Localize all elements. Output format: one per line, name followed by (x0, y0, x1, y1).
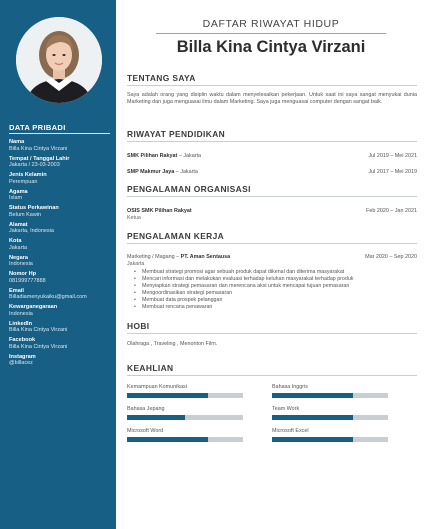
divider (127, 375, 417, 376)
skill-bar-fill (272, 415, 353, 420)
pd-label: Status Perkawinan (9, 205, 59, 211)
skill-bar-fill (127, 415, 185, 420)
pd-label: LinkedIn (9, 320, 32, 327)
skill-bar (272, 393, 388, 398)
organization-role: Ketua (127, 215, 141, 221)
skill-item (127, 384, 243, 398)
education-item (127, 153, 417, 159)
pd-value: @billacez (9, 360, 33, 366)
pd-value: Indonesia (9, 261, 33, 267)
school-name: SMK Pilihan Rakyat (127, 153, 178, 159)
personal-data-list (9, 139, 113, 370)
work-position: Marketing / Magang – (127, 254, 181, 260)
skill-label: Microsoft Excel (272, 428, 309, 434)
education-item (127, 169, 417, 175)
skill-label: Microsoft Word (127, 428, 164, 434)
pd-value: 081999777888 (9, 277, 46, 284)
pd-item-phone (9, 271, 113, 284)
work-company: PT. Aman Sentausa (180, 254, 231, 260)
pd-value: Billa Kina Cintya Virzani (9, 343, 68, 350)
skills-heading: KEAHLIAN (127, 363, 174, 373)
pd-item-instagram (9, 354, 113, 367)
work-date: Mar 2020 – Sep 2020 (365, 254, 417, 260)
pd-item-marital (9, 205, 113, 218)
pd-item-birth (9, 156, 113, 169)
pd-label: Nomor Hp (9, 271, 37, 277)
skill-item (127, 406, 243, 420)
work-heading: PENGALAMAN KERJA (127, 231, 225, 241)
organization-item (127, 208, 417, 214)
pd-item-name (9, 139, 113, 152)
person-name: Billa Kina Cintya Virzani (176, 38, 366, 56)
skill-bar-fill (272, 437, 353, 442)
work-item (127, 254, 417, 260)
pd-label: Tempat / Tanggal Lahir (9, 155, 70, 162)
pd-value: Jakarta, Indonesia (9, 228, 54, 234)
about-heading: TENTANG SAYA (127, 73, 196, 83)
pd-value: Billa Kina Cintya Virzani (9, 327, 68, 333)
skill-bar-fill (272, 393, 353, 398)
skill-item (272, 406, 388, 420)
education-heading: RIWAYAT PENDIDIKAN (127, 129, 226, 139)
pd-label: Nama (9, 139, 25, 145)
pd-item-facebook (9, 337, 113, 350)
pd-item-email (9, 288, 113, 301)
education-date: Jul 2017 – Mei 2019 (368, 169, 417, 175)
skill-label: Bahasa Inggris (272, 384, 308, 390)
organization-heading: PENGALAMAN ORGANISASI (127, 184, 251, 194)
pd-label: Facebook (9, 337, 36, 343)
divider (127, 196, 417, 197)
main-content (116, 0, 424, 529)
skill-label: Kemampuan Komunikasi (127, 384, 187, 390)
skill-item (272, 428, 388, 442)
pd-value: Perempuan (9, 178, 38, 185)
school-city: – Jakarta (174, 169, 198, 175)
skill-bar (127, 393, 243, 398)
hobby-heading: HOBI (127, 321, 150, 331)
pd-value: Jakarta (9, 244, 28, 251)
skill-item (272, 384, 388, 398)
divider (9, 133, 110, 134)
school-city: – Jakarta (177, 153, 201, 159)
pd-item-religion (9, 189, 113, 202)
work-city: Jakarta (127, 261, 145, 267)
list-item: • Menyiapkan strategi pemasaran dan merencana aksi untuk mencapai tujuan pemasaran (127, 283, 417, 290)
pd-label: Email (9, 287, 24, 294)
education-date: Jul 2019 – Mei 2021 (368, 153, 417, 159)
pd-value: Jakarta / 23-03-2003 (9, 162, 60, 168)
hobby-text: Olahraga , Traveling , Menonton Film. (127, 341, 218, 347)
skill-label: Team Work (272, 406, 300, 412)
skill-bar (272, 415, 388, 420)
divider (127, 243, 417, 244)
divider (127, 141, 417, 142)
pd-label: Alamat (9, 221, 28, 228)
skill-item (127, 428, 243, 442)
pd-label: Agama (9, 188, 28, 195)
skill-bar (127, 415, 243, 420)
document-title: DAFTAR RIWAYAT HIDUP (202, 18, 340, 30)
pd-item-nationality (9, 304, 113, 317)
list-item: • Mengoordinasikan strategi pemasaran (127, 290, 417, 297)
sidebar (0, 0, 116, 529)
pd-label: Kewarganegaraan (9, 304, 58, 310)
pd-value: Belum Kawin (9, 211, 42, 218)
pd-item-country (9, 255, 113, 268)
work-duties-list (127, 269, 417, 311)
pd-label: Kota (9, 238, 22, 244)
divider (156, 33, 386, 34)
list-item: • Membuat rencana penawaran (127, 304, 417, 311)
divider (127, 85, 417, 86)
pd-item-linkedin (9, 321, 113, 334)
profile-photo (16, 17, 102, 103)
about-text: Saya adalah orang yang disiplin waktu dalam menyelesaikan pekerjaan. Untuk saat ini saya sangat menyukai dunia Marketing dan juga menguasai ilmu dalam Marketing. Saya juga menguasai computer dengan sangat baik. (127, 92, 417, 105)
pd-label: Negara (9, 254, 28, 261)
pd-item-gender (9, 172, 113, 185)
skill-bar-fill (127, 393, 208, 398)
organization-date: Feb 2020 – Jan 2021 (366, 208, 417, 214)
pd-value: Billa Kina Cintya Virzani (9, 145, 68, 152)
organization-name: OSIS SMK Pilihan Rakyat (127, 208, 192, 214)
skill-bar (272, 437, 388, 442)
divider (127, 333, 417, 334)
skill-bar-fill (127, 437, 208, 442)
skill-bar (127, 437, 243, 442)
skill-label: Bahasa Jepang (127, 406, 165, 412)
personal-data-heading: DATA PRIBADI (9, 123, 66, 132)
pd-label: Instagram (9, 353, 36, 360)
school-name: SMP Makmur Jaya (127, 169, 175, 175)
list-item: • Membuat strategi promosi agar sebuah produk dapat dikenal dan diterima masyarakat (127, 269, 417, 276)
pd-value: Islam (9, 195, 23, 201)
list-item: • Mencari informasi dan melakukan evaluasi terhadap keluhan masyarakat terhadap produk (127, 276, 417, 283)
pd-label: Jenis Kelamin (9, 172, 47, 178)
list-item: • Membuat data prospek pelanggan (127, 297, 417, 304)
pd-value: Billadiamenyukaiku@gmail.com (9, 294, 87, 300)
pd-value: Indonesia (9, 310, 33, 317)
pd-item-address (9, 222, 113, 235)
pd-item-city (9, 238, 113, 251)
